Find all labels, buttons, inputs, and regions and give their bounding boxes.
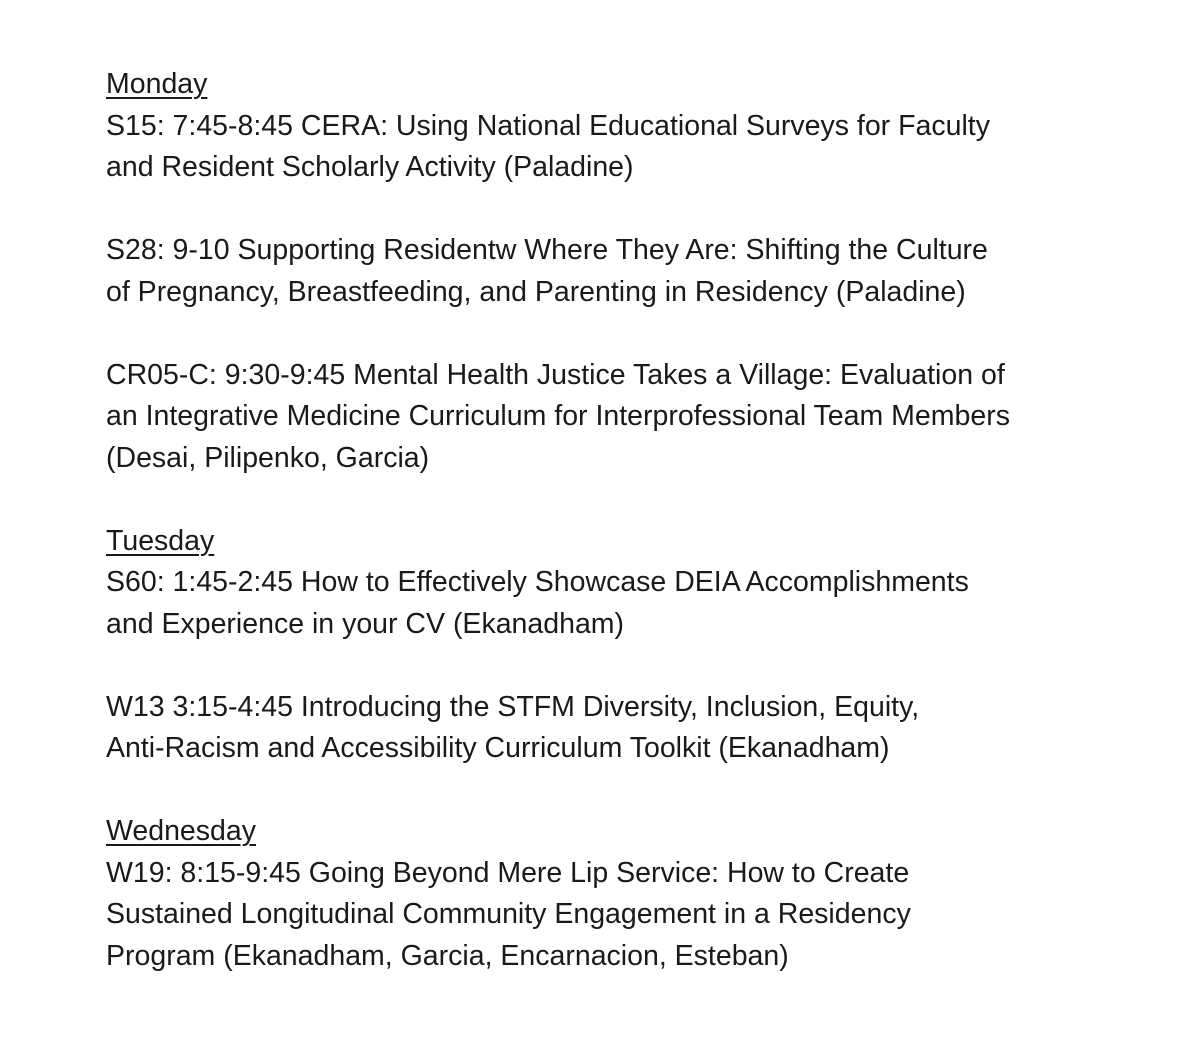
session-line: an Integrative Medicine Curriculum for Interprofessional Team Members: [106, 400, 1010, 432]
session-w19: [106, 853, 1166, 978]
day-heading-tuesday: Tuesday: [106, 524, 215, 557]
session-w13: [106, 687, 1166, 770]
session-line: Anti-Racism and Accessibility Curriculum Toolkit (Ekanadham): [106, 732, 890, 764]
session-line: of Pregnancy, Breastfeeding, and Parenting in Residency (Paladine): [106, 275, 966, 308]
session-line: S15: 7:45-8:45 CERA: Using National Educational Surveys for Faculty: [106, 109, 990, 142]
session-line: Sustained Longitudinal Community Engagement in a Residency: [106, 898, 911, 930]
session-line: W19: 8:15-9:45 Going Beyond Mere Lip Service: How to Create: [106, 856, 910, 889]
day-heading-monday: Monday: [106, 68, 208, 100]
spacer: [106, 313, 1166, 355]
spacer: [106, 770, 1166, 812]
session-line: (Desai, Pilipenko, Garcia): [106, 441, 430, 474]
spacer: [106, 645, 1166, 687]
session-s15: [106, 106, 1166, 189]
spacer: [106, 479, 1166, 521]
session-s60: [106, 562, 1166, 645]
session-line: W13 3:15-4:45 Introducing the STFM Diversity, Inclusion, Equity,: [106, 690, 920, 723]
day-heading-wednesday: Wednesday: [106, 815, 256, 847]
session-cr05-c: [106, 355, 1166, 480]
session-line: and Resident Scholarly Activity (Paladine): [106, 151, 634, 183]
session-line: S60: 1:45-2:45 How to Effectively Showcase DEIA Accomplishments: [106, 566, 969, 598]
session-s28: [106, 230, 1166, 313]
session-line: CR05-C: 9:30-9:45 Mental Health Justice Takes a Village: Evaluation of: [106, 358, 1005, 391]
spacer: [106, 189, 1166, 231]
session-line: and Experience in your CV (Ekanadham): [106, 607, 625, 640]
session-line: Program (Ekanadham, Garcia, Encarnacion, Esteban): [106, 939, 789, 972]
schedule-document: [106, 64, 1166, 977]
session-line: S28: 9-10 Supporting Residentw Where They Are: Shifting the Culture: [106, 234, 988, 266]
